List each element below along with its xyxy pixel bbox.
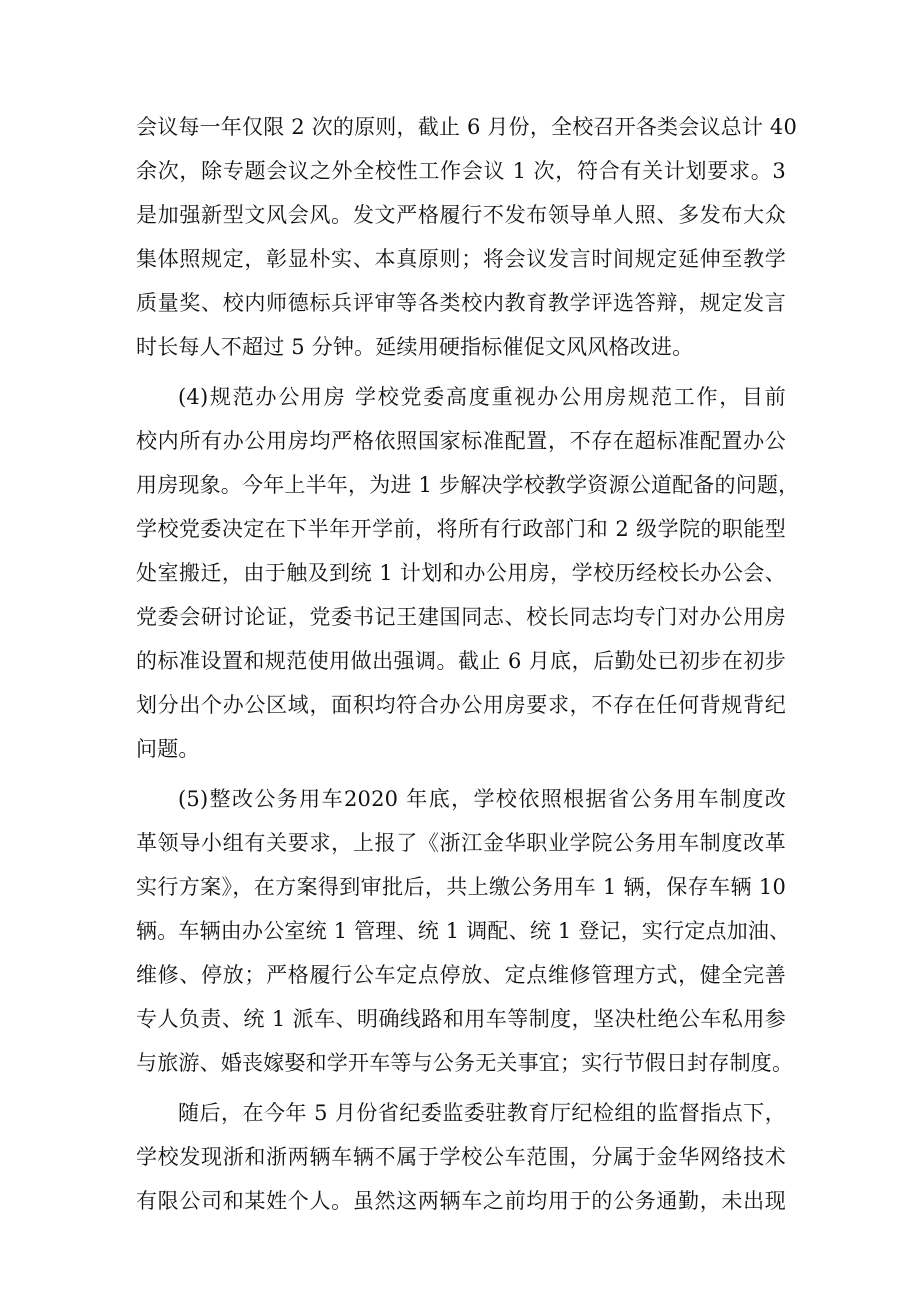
text-line: 集体照规定，彰显朴实、本真原则；将会议发言时间规定延伸至教学 <box>136 247 786 271</box>
text-line: 学校发现浙和浙两辆车辆不属于学校公车范围，分属于金华网络技术 <box>136 1145 786 1169</box>
text-line: 用房现象。今年上半年，为进 1 步解决学校教学资源公道配备的问题， <box>136 473 800 497</box>
text-line: 是加强新型文风会风。发文严格履行不发布领导单人照、多发布大众 <box>136 203 786 227</box>
text-line: 问题。 <box>136 737 200 761</box>
text-line: 维修、停放；严格履行公车定点停放、定点维修管理方式，健全完善 <box>136 963 786 987</box>
text-line: 质量奖、校内师德标兵评审等各类校内教育教学评选答辩，规定发言 <box>136 291 786 315</box>
text-line: 学校党委决定在下半年开学前，将所有行政部门和 2 级学院的职能型 <box>136 517 786 541</box>
text-line: 校内所有办公用房均严格依照国家标准配置，不存在超标准配置办公 <box>136 429 786 453</box>
text-line: 处室搬迁，由于触及到统 1 计划和办公用房，学校历经校长办公会、 <box>136 561 786 585</box>
text-line: (5)整改公务用车2020 年底，学校依照根据省公务用车制度改 <box>178 787 786 811</box>
text-line: 的标准设置和规范使用做出强调。截止 6 月底，后勤处已初步在初步 <box>136 649 786 673</box>
text-line: 有限公司和某姓个人。虽然这两辆车之前均用于的公务通勤，未出现 <box>136 1189 786 1213</box>
text-line: 辆。车辆由办公室统 1 管理、统 1 调配、统 1 登记，实行定点加油、 <box>136 919 791 943</box>
text-line: 党委会研讨论证，党委书记王建国同志、校长同志均专门对办公用房 <box>136 605 786 629</box>
text-line: 余次，除专题会议之外全校性工作会议 1 次，符合有关计划要求。3 <box>136 159 786 183</box>
document-body <box>136 105 800 1229</box>
text-line: 专人负责、统 1 派车、明确线路和用车等制度，坚决杜绝公车私用参 <box>136 1007 786 1031</box>
text-line: 与旅游、婚丧嫁娶和学开车等与公务无关事宜；实行节假日封存制度。 <box>136 1051 794 1075</box>
text-line: 时长每人不超过 5 分钟。延续用硬指标催促文风风格改进。 <box>136 335 694 359</box>
text-line: 随后，在今年 5 月份省纪委监委驻教育厅纪检组的监督指点下， <box>178 1101 786 1125</box>
paragraph-official-vehicles <box>136 777 794 1085</box>
text-line: (4)规范办公用房 学校党委高度重视办公用房规范工作，目前 <box>178 385 786 409</box>
text-line: 实行方案》，在方案得到审批后，共上缴公务用车 1 辆，保存车辆 10 <box>136 875 786 899</box>
text-line: 会议每一年仅限 2 次的原则，截止 6 月份，全校召开各类会议总计 40 <box>136 115 798 139</box>
paragraph-meetings-continued <box>136 105 798 369</box>
text-line: 划分出个办公区域，面积均符合办公用房要求，不存在任何背规背纪 <box>136 693 786 717</box>
text-line: 革领导小组有关要求，上报了《浙江金华职业学院公务用车制度改革 <box>136 831 786 855</box>
paragraph-office-space <box>136 375 800 771</box>
paragraph-subsequent-inspection <box>136 1091 786 1223</box>
